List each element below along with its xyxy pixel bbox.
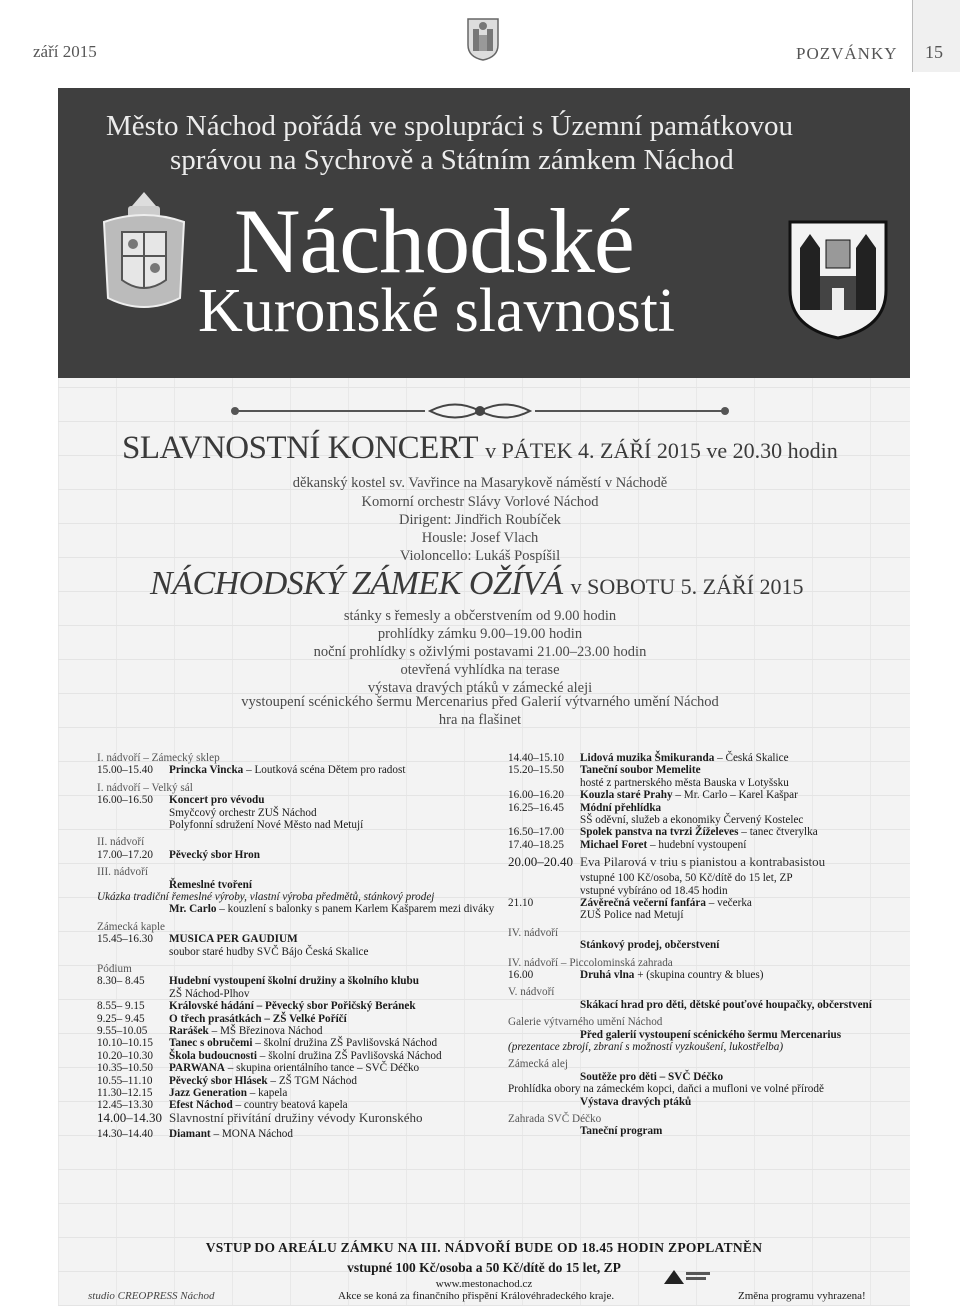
schedule-text: Prohlídka obory na zámeckém kopci, daňci a mufloni ve volné přírodě — [508, 1083, 824, 1096]
schedule-row — [508, 839, 746, 851]
footer-entry-notice: VSTUP DO AREÁLU ZÁMKU NA III. NÁDVOŘÍ BUDE OD 18.45 HODIN ZPOPLATNĚN — [205, 1240, 763, 1255]
schedule-row — [508, 999, 872, 1011]
castle-line: hra na flašinet — [438, 712, 522, 728]
page-number: 15 — [925, 42, 943, 62]
schedule-row — [97, 782, 193, 794]
schedule-row — [508, 1058, 568, 1070]
schedule-row — [508, 856, 825, 868]
castle-heading — [150, 565, 803, 603]
event-title: Náchodské — [234, 190, 634, 292]
title-banner — [58, 88, 910, 378]
schedule-text: + (skupina country & blues) — [634, 969, 764, 981]
schedule-row — [97, 1025, 323, 1037]
schedule-time: 16.25–16.45 — [508, 801, 564, 814]
schedule-time: 10.35–10.50 — [97, 1062, 153, 1075]
schedule-text: ZUŠ Police nad Metují — [580, 909, 684, 922]
schedule-row — [508, 986, 554, 998]
schedule-performer: Výstava dravých ptáků — [580, 1095, 692, 1108]
schedule-row — [97, 1000, 416, 1012]
schedule-performer: Michael Foret — [580, 838, 648, 851]
schedule-performer: Skákací hrad pro děti, dětské pouťové houpačky, občerstvení — [580, 998, 872, 1011]
schedule-time: 11.30–12.15 — [97, 1087, 153, 1099]
schedule-text: – skupina orientálního tance – SVČ Déčko — [224, 1062, 420, 1075]
schedule-performer: Závěrečná večerní fanfára — [580, 897, 706, 909]
castle-line: stánky s řemesly a občerstvením od 9.00 hodin — [343, 608, 617, 624]
footer-support: Akce se koná za finančního přispění Královéhradeckého kraje. — [338, 1290, 615, 1302]
schedule-time: 12.45–13.30 — [97, 1099, 153, 1112]
schedule-venue: IV. nádvoří – Piccolominská zahrada — [508, 956, 673, 969]
schedule-time: 9.25– 9.45 — [97, 1012, 145, 1025]
schedule-performer: Rarášek — [169, 1025, 209, 1037]
schedule-text: – tanec čtverylka — [738, 826, 818, 839]
schedule-venue: III. nádvoří — [97, 866, 148, 879]
schedule-performer: Pěvecký sbor Hron — [169, 848, 260, 861]
schedule-venue: Zahrada SVČ Déčko — [508, 1113, 602, 1125]
concert-line: Housle: Josef Vlach — [421, 530, 539, 546]
schedule-row — [508, 1041, 783, 1053]
schedule-row — [508, 1029, 841, 1041]
organizer-line-1: Město Náchod pořádá ve spolupráci s Územní památkovou — [106, 110, 793, 142]
schedule-row — [508, 1071, 723, 1083]
schedule-time: 14.40–15.10 — [508, 752, 564, 764]
schedule-performer: PARWANA — [169, 1062, 225, 1075]
schedule-performer: Taneční soubor Memelite — [580, 764, 701, 777]
page-number-box — [912, 0, 960, 72]
region-logo-icon — [662, 1266, 712, 1286]
schedule-time: 8.30– 8.45 — [97, 975, 145, 988]
schedule-row — [97, 819, 363, 831]
schedule-text: – hudební vystoupení — [647, 838, 747, 851]
schedule-row — [97, 903, 494, 915]
concert-title: SLAVNOSTNÍ KONCERT — [122, 430, 478, 466]
schedule-performer: Stánkový prodej, občerstvení — [580, 939, 720, 952]
schedule-text: – MONA Náchod — [210, 1127, 293, 1140]
schedule-text: SŠ oděvní, služeb a ekonomiky Červený Kostelec — [580, 814, 804, 826]
schedule-row — [508, 1125, 662, 1137]
schedule-performer: Jazz Generation — [169, 1087, 247, 1099]
schedule-performer: MUSICA PER GAUDIUM — [169, 933, 298, 946]
schedule-text: – Mr. Carlo – Karel Kašpar — [672, 789, 798, 802]
schedule-time: 20.00–20.40 — [508, 854, 573, 870]
schedule-row — [508, 789, 798, 801]
schedule-performer: Královské hádání – Pěvecký sbor Pořičský Beránek — [169, 1000, 416, 1013]
schedule-row — [508, 939, 719, 951]
schedule-row — [97, 1013, 347, 1025]
schedule-performer: Před galerií vystoupení scénického šermu Mercenarius — [580, 1028, 842, 1041]
schedule-time: 16.00–16.20 — [508, 789, 564, 802]
schedule-row — [97, 879, 252, 891]
schedule-time: 9.55–10.05 — [97, 1025, 148, 1037]
schedule-performer: Módní přehlídka — [580, 801, 662, 814]
town-crest-icon — [466, 17, 500, 61]
ornament-divider-icon — [225, 400, 735, 422]
schedule-time: 16.50–17.00 — [508, 826, 564, 839]
schedule-performer: Škola budoucnosti — [169, 1049, 257, 1062]
schedule-time: 15.20–15.50 — [508, 764, 564, 777]
schedule-row — [97, 807, 317, 819]
castle-line: výstava dravých ptáků v zámecké aleji — [367, 680, 593, 696]
schedule-performer: Lidová muzika Šmikuranda — [580, 752, 715, 764]
schedule-text: Smyčcový orchestr ZUŠ Náchod — [169, 806, 317, 819]
schedule-time: 17.00–17.20 — [97, 848, 153, 861]
schedule-venue: I. nádvoří – Velký sál — [97, 781, 193, 794]
event-subtitle: Kuronské slavnosti — [198, 277, 676, 345]
schedule-performer: Tanec s obručemi — [169, 1037, 253, 1050]
schedule-row — [508, 872, 793, 884]
concert-line: děkanský kostel sv. Vavřince na Masarykově náměstí v Náchodě — [292, 475, 668, 491]
schedule-text: – kouzlení s balonky s panem Karlem Kašparem mezi diváky — [216, 903, 495, 916]
schedule-venue: Pódium — [97, 963, 132, 975]
schedule-row — [508, 957, 673, 969]
schedule-row — [97, 1109, 423, 1125]
schedule-performer: Princka Vincka — [169, 764, 244, 777]
schedule-row — [97, 963, 132, 975]
schedule-time: 10.10–10.15 — [97, 1037, 153, 1050]
schedule-performer: Druhá vlna — [580, 969, 635, 981]
schedule-performer: Spolek panstva na tvrzi Žíželeves — [580, 826, 739, 839]
castle-line: prohlídky zámku 9.00–19.00 hodin — [377, 626, 583, 642]
schedule-row — [508, 969, 763, 981]
schedule-row — [97, 794, 265, 806]
castle-line: otevřená vyhlídka na terase — [400, 662, 560, 678]
castle-title: NÁCHODSKÝ ZÁMEK OŽÍVÁ — [150, 565, 563, 602]
schedule-row — [97, 1037, 437, 1049]
schedule-performer: Kouzla staré Prahy — [580, 789, 673, 802]
schedule-row — [97, 1050, 442, 1062]
schedule-row — [508, 927, 558, 939]
schedule-text: – večerka — [705, 897, 752, 909]
footer-url[interactable]: www.mestonachod.cz — [435, 1278, 533, 1290]
schedule-text: – kapela — [246, 1087, 288, 1099]
schedule-performer: Soutěže pro děti – SVČ Déčko — [580, 1070, 724, 1083]
schedule-venue: II. nádvoří — [97, 836, 145, 849]
schedule-performer: Řemeslné tvoření — [169, 878, 252, 891]
schedule-text: Polyfonní sdružení Nové Město nad Metují — [169, 819, 364, 831]
schedule-time: 14.00–14.30 — [97, 1109, 162, 1125]
schedule-performer: Mr. Carlo — [169, 903, 217, 916]
schedule-text: Slavnostní přivítání družiny vévody Kuronského — [169, 1109, 423, 1125]
schedule-time: 16.00–16.50 — [97, 794, 153, 807]
schedule-text: vstupné vybíráno od 18.45 hodin — [580, 884, 728, 897]
schedule-text: – školní družina ZŠ Pavlišovská Náchod — [257, 1049, 442, 1062]
schedule-row — [508, 764, 701, 776]
schedule-row — [508, 897, 752, 909]
footer-prices: vstupné 100 Kč/osoba a 50 Kč/dítě do 15 let, ZP — [347, 1260, 621, 1275]
footer-change-note: Změna programu vyhrazena! — [738, 1290, 866, 1302]
schedule-row — [508, 885, 728, 897]
schedule-time: 16.00 — [508, 969, 534, 981]
schedule-venue: Zámecká kaple — [97, 920, 166, 933]
schedule-row — [97, 836, 144, 848]
schedule-text: – ZŠ TGM Náchod — [267, 1074, 357, 1087]
schedule-row — [97, 752, 220, 764]
schedule-text: – Loutková scéna Dětem pro radost — [243, 764, 406, 777]
schedule-time: 10.55–11.10 — [97, 1074, 153, 1087]
schedule-row — [508, 802, 661, 814]
schedule-time: 14.30–14.40 — [97, 1127, 153, 1140]
schedule-text: vstupné 100 Kč/osoba, 50 Kč/dítě do 15 let, ZP — [580, 872, 793, 885]
schedule-row — [97, 1128, 293, 1140]
page-header — [0, 0, 960, 72]
schedule-venue: IV. nádvoří — [508, 926, 559, 939]
schedule-row — [508, 1016, 662, 1028]
schedule-row — [97, 891, 434, 903]
schedule-text: – školní družina ZŠ Pavlišovská Náchod — [252, 1037, 438, 1050]
schedule-row — [508, 909, 683, 921]
schedule-row — [97, 921, 165, 933]
concert-line: Violoncello: Lukáš Pospíšil — [399, 548, 561, 564]
schedule-row — [97, 764, 405, 776]
schedule-performer: Diamant — [169, 1127, 211, 1140]
schedule-venue: Galerie výtvarného umění Náchod — [508, 1016, 663, 1029]
schedule-row — [97, 946, 369, 958]
footer-studio: studio CREOPRESS Náchod — [88, 1290, 215, 1302]
schedule-row — [508, 1096, 691, 1108]
schedule-row — [508, 777, 789, 789]
schedule-row — [97, 849, 260, 861]
schedule-time: 8.55– 9.15 — [97, 1000, 145, 1013]
schedule-text: (prezentace zbrojí, zbraní s možností vyzkoušení, lukostřelba) — [508, 1041, 784, 1053]
schedule-time: 15.45–16.30 — [97, 933, 153, 946]
castle-line: noční prohlídky s oživlými postavami 21.00–23.00 hodin — [313, 644, 647, 660]
schedule-text: Ukázka tradiční řemeslné výroby, vlastní výroba předmětů, stánkový prodej — [97, 891, 435, 903]
schedule-row — [508, 814, 803, 826]
schedule-row — [97, 933, 298, 945]
schedule-row — [97, 1087, 287, 1099]
schedule-time: 17.40–18.25 — [508, 838, 564, 851]
schedule-text: – Česká Skalice — [714, 752, 789, 764]
concert-when: v PÁTEK 4. ZÁŘÍ 2015 ve 20.30 hodin — [485, 438, 838, 463]
schedule-row — [508, 826, 818, 838]
schedule-venue: V. nádvoří — [508, 986, 555, 999]
schedule-time: 21.10 — [508, 897, 534, 909]
coat-of-arms-icon — [94, 188, 194, 318]
schedule-row — [508, 752, 789, 764]
schedule-time: 10.20–10.30 — [97, 1049, 153, 1062]
schedule-row — [508, 1083, 824, 1095]
schedule-text: – country beatová kapela — [232, 1099, 348, 1112]
issue-date: září 2015 — [33, 42, 97, 61]
organizer-line-2: správou na Sychrově a Státním zámkem Náchod — [170, 144, 734, 176]
schedule-performer: Pěvecký sbor Hlásek — [169, 1074, 268, 1087]
schedule-performer: Koncert pro vévodu — [169, 794, 265, 807]
schedule-performer: Efest Náchod — [169, 1099, 233, 1112]
schedule-performer: Hudební vystoupení školní družiny a školního klubu — [169, 975, 419, 988]
schedule-text: hosté z partnerského města Bauska v Lotyšsku — [580, 776, 789, 789]
schedule-text: soubor staré hudby SVČ Bájo Česká Skalice — [169, 945, 369, 958]
schedule-row — [508, 1113, 601, 1125]
concert-heading — [122, 430, 838, 467]
schedule-time: 15.00–15.40 — [97, 764, 153, 777]
schedule-row — [97, 975, 419, 987]
schedule-row — [97, 1062, 419, 1074]
castle-line: vystoupení scénického šermu Mercenarius před Galerií výtvarného umění Náchod — [241, 694, 719, 710]
schedule-performer: Taneční program — [580, 1125, 663, 1138]
schedule-text: Eva Pilarová v triu s pianistou a kontrabasistou — [580, 854, 826, 870]
schedule-text: – MŠ Březinova Náchod — [208, 1025, 323, 1037]
concert-line: Dirigent: Jindřich Roubíček — [399, 512, 561, 528]
town-crest-icon — [786, 218, 890, 340]
section-name: POZVÁNKY — [796, 44, 898, 63]
schedule-text: ZŠ Náchod-Plhov — [169, 987, 250, 1000]
concert-line: Komorní orchestr Slávy Vorlové Náchod — [361, 494, 599, 510]
schedule-row — [97, 1075, 357, 1087]
schedule-row — [97, 988, 249, 1000]
schedule-row — [97, 866, 148, 878]
schedule-venue: I. nádvoří – Zámecký sklep — [97, 752, 220, 764]
schedule-venue: Zámecká alej — [508, 1058, 568, 1071]
castle-when: v SOBOTU 5. ZÁŘÍ 2015 — [570, 574, 804, 599]
schedule-performer: O třech prasátkách – ZŠ Velké Poříčí — [169, 1012, 347, 1025]
